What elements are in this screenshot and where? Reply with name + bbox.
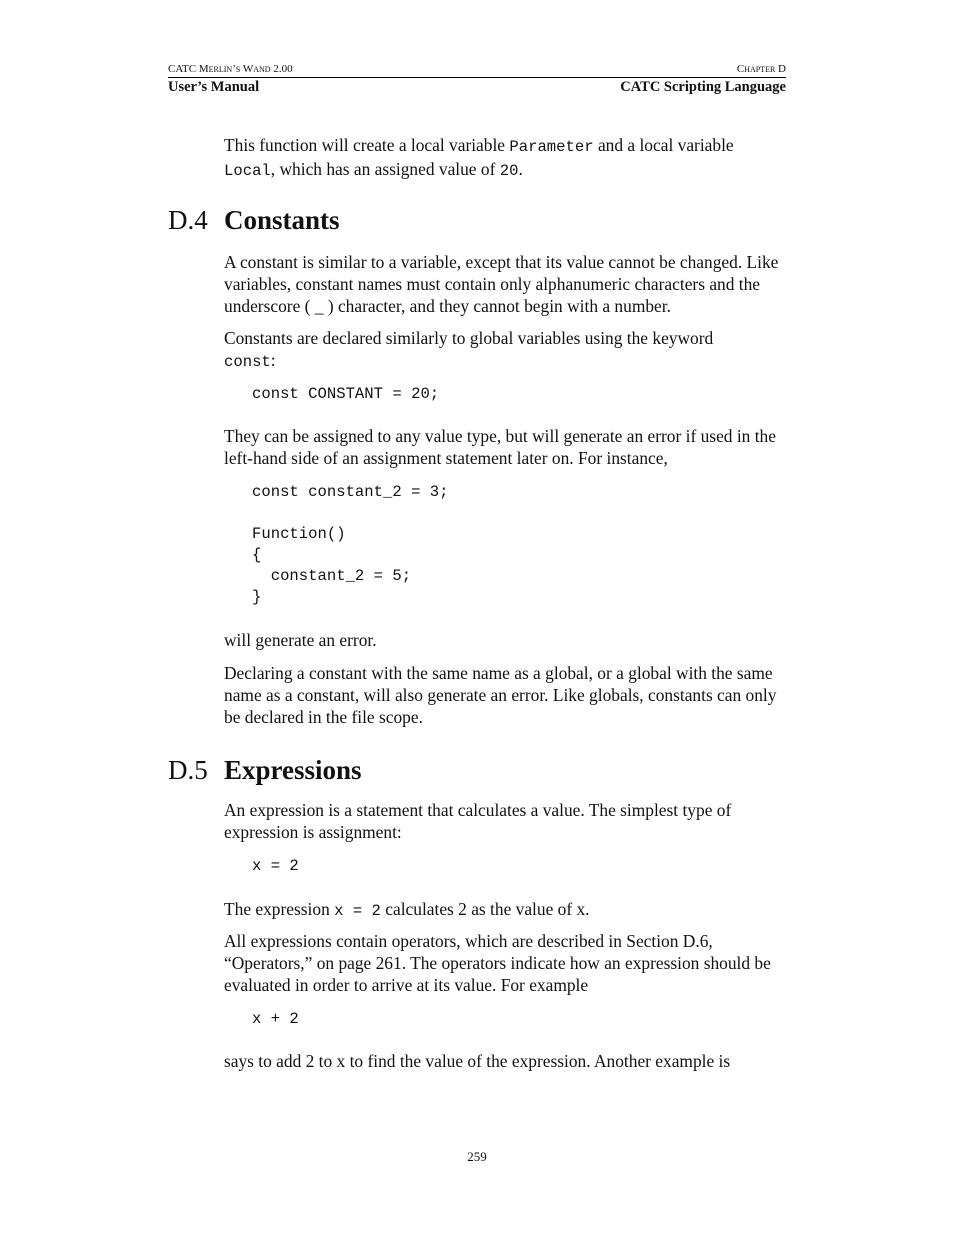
code-block-x-plus-2: x + 2 xyxy=(252,1010,299,1028)
constants-paragraph-4: will generate an error. xyxy=(224,630,377,650)
constants-paragraph-2: Constants are declared similarly to global variables using the keyword const: xyxy=(224,328,714,371)
expressions-paragraph-4: says to add 2 to x to find the value of the expression. Another example is xyxy=(224,1051,731,1071)
expressions-paragraph-1: An expression is a statement that calculates a value. The simplest type of expression is assignment: xyxy=(224,800,732,842)
section-heading-constants: D.4 Constants xyxy=(168,205,340,235)
code-block-const-constant: const CONSTANT = 20; xyxy=(252,385,440,403)
expressions-paragraph-3: All expressions contain operators, which are described in Section D.6, “Operators,” on page 261. The operators indicate how an expression should be evaluated in order to arrive at its value. For example xyxy=(224,931,771,995)
header-chapter: Chapter D xyxy=(736,63,786,75)
code-local: Local xyxy=(224,162,271,180)
constants-paragraph-5: Declaring a constant with the same name as a global, or a global with the same name as a constant, will also generate an error. Like globals, constants can only be declared in the file scope. xyxy=(224,663,777,727)
header-product: CATC Merlin’s Wand 2.00 xyxy=(168,63,293,75)
code-block-x-equals-2: x = 2 xyxy=(252,857,299,875)
constants-paragraph-3: They can be assigned to any value type, but will generate an error if used in the left-hand side of an assignment statement later on. For instance, xyxy=(224,426,776,468)
code-parameter: Parameter xyxy=(509,138,594,156)
expressions-paragraph-2: The expression x = 2 calculates 2 as the value of x. xyxy=(224,899,590,920)
header-rule xyxy=(168,77,786,78)
header-chapter-title: CATC Scripting Language xyxy=(620,79,786,95)
section-heading-expressions: D.5 Expressions xyxy=(168,755,362,785)
page-number: 259 xyxy=(467,1149,487,1164)
header-manual: User’s Manual xyxy=(168,79,260,95)
code-20: 20 xyxy=(499,162,519,180)
intro-paragraph: This function will create a local variable Parameter and a local variable Local, which has an assigned value of 20. xyxy=(224,135,734,180)
code-block-function: const constant_2 = 3; Function() { constant_2 = 5; } xyxy=(252,483,449,606)
constants-paragraph-1: A constant is similar to a variable, except that its value cannot be changed. Like variables, constant names must contain only alphanumeric characters and the underscore ( _ ) character, and they cannot begin with a number. xyxy=(224,252,779,316)
